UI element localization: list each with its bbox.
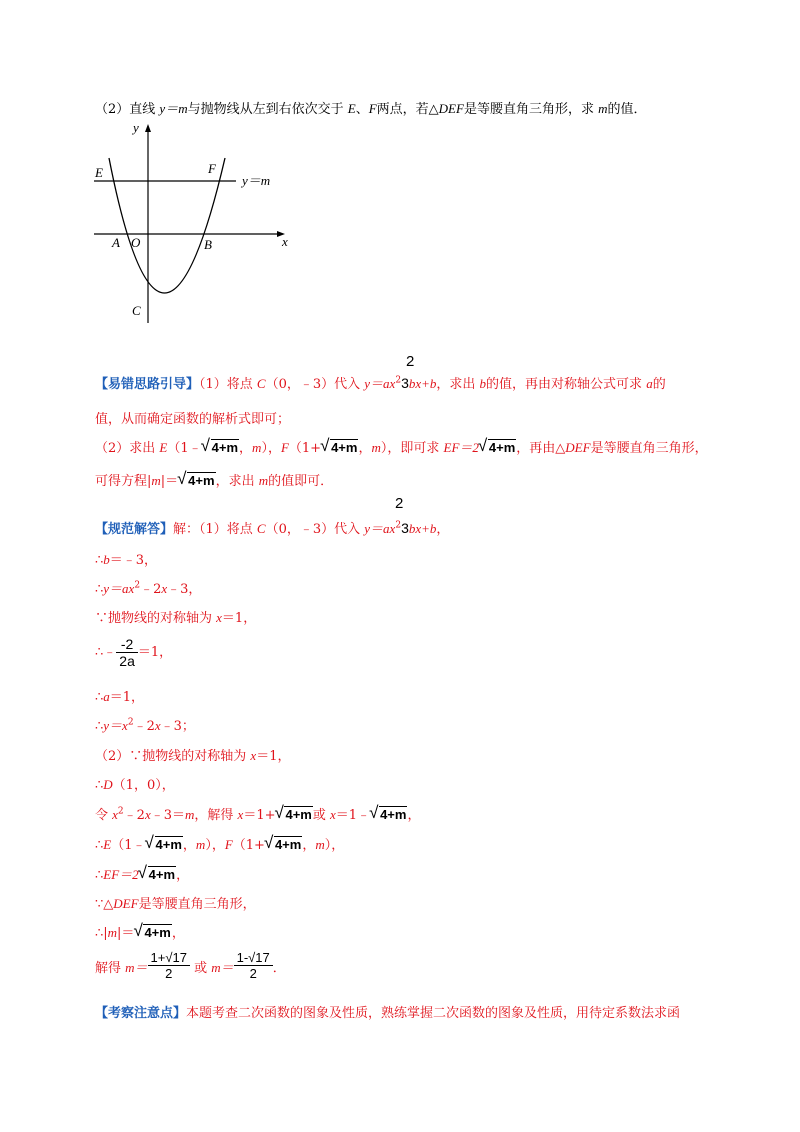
hint-line-2: 值，从而确定函数的解析式即可； (95, 412, 291, 427)
solution-line-13: ∵△DEF是等腰直角三角形， (95, 896, 256, 912)
label-line: y＝m (242, 173, 271, 188)
label-y: y (133, 120, 139, 135)
solution-line-12: ∴EF＝2√ 4+m， (95, 864, 189, 883)
solution-line-14: ∴|m|＝√ 4+m， (95, 922, 185, 941)
label-F: F (208, 161, 216, 176)
parabola-figure (90, 118, 300, 328)
solution-line-3: $\therefore y=ax^2﹣2x﹣3$， (95, 580, 202, 597)
solution-line-11: ∴E（1﹣√ 4+m，m），F（1+√ 4+m，m）， (95, 834, 344, 853)
document-page: （2）直线 y＝m与抛物线从左到右依次交于 E、F两点，若△DEF是等腰直角三角形，求 m的值． y x E F y＝m A O B C 2 【易错思路引导】（1）将点 C（0，﹣3）代入 $y=ax^23bx+b$，求出 b的值，再由对称轴公式可求 a的 值，从而确定函数的解析式即可； （2）求出 E（1﹣√ 4+m，m），F（1+√ 4+m，m），即可求 EF＝2√ 4+m，再由△DEF是等腰直角三角形， 可得方程|m|＝√ 4+m，求出 m的值即可． 2 【规范解答】解：（1）将点 C（0，﹣3）代入 $y=ax^23bx+b$， ∴b＝﹣3， $\therefore y=ax^2﹣2x﹣3$， ∵抛物线的对称轴为 x＝1， ∴﹣ $\frac{-2}{2a}$ ＝1， ∴a＝1， $\therefore y=x^2﹣2x﹣3$； （2）∵抛物线的对称轴为 x＝1， ∴D（1，0）， 令 $x^2﹣2x﹣3=m$，解得 x＝1+√ 4+m或 x＝1﹣√ 4+m， ∴E（1﹣√ 4+m，m），F（1+√ 4+m，m）， ∴EF＝2√ 4+m， ∵△DEF是等腰直角三角形， ∴|m|＝√ 4+m， 解得 m＝ $\frac{1+√17}{2}$ 或 m＝ $\frac{1-√17}{2}$ ． 【考察注意点】本题考查二次函数的图象及性质，熟练掌握二次函数的图象及性质，用待定系数法求函 (0, 0, 800, 1132)
solution-line-10: 令 $x^2﹣2x﹣3=m$，解得 x＝1+√ 4+m或 x＝1﹣√ 4+m， (95, 804, 420, 823)
question-text: （2）直线 y＝m与抛物线从左到右依次交于 E、F两点，若△DEF是等腰直角三角形，求 m的值． (95, 101, 647, 117)
solution-line-1: 【规范解答】解：（1）将点 C（0，﹣3）代入 $y=ax^23bx+b$， (95, 520, 450, 537)
label-x: x (282, 234, 288, 249)
label-E: E (95, 165, 103, 180)
hint-line-1: 【易错思路引导】（1）将点 C（0，﹣3）代入 $y=ax^23bx+b$，求出 b的值，再由对称轴公式可求 a的 (95, 375, 666, 392)
solution-line-7: $\therefore y=x^2﹣2x﹣3$； (95, 717, 195, 734)
label-O: O (131, 235, 141, 250)
solution-line-4: ∵抛物线的对称轴为 x＝1， (95, 610, 257, 626)
hint-line-4: 可得方程|m|＝√ 4+m，求出 m的值即可． (95, 470, 333, 489)
label-C: C (132, 303, 141, 318)
label-B: B (204, 237, 212, 252)
solution-line-15: 解得 m＝ $\frac{1+√17}{2}$ 或 m＝ $\frac{1-√17}{2}$ ． (95, 950, 286, 981)
solution-line-8: （2）∵抛物线的对称轴为 x＝1， (95, 748, 291, 764)
solution-line-6: ∴a＝1， (95, 689, 145, 705)
solution-line-9: ∴D（1，0）， (95, 777, 175, 793)
note-line: 【考察注意点】本题考查二次函数的图象及性质，熟练掌握二次函数的图象及性质，用待定系数法求函 (95, 1006, 681, 1021)
solution-line-2: ∴b＝﹣3， (95, 552, 158, 568)
y-axis-arrow (145, 124, 151, 132)
parabola-curve (109, 158, 225, 293)
label-A: A (112, 235, 120, 250)
solution-line-5: ∴﹣ $\frac{-2}{2a}$ ＝1， (95, 636, 173, 669)
hint-line-3: （2）求出 E（1﹣√ 4+m，m），F（1+√ 4+m，m），即可求 EF＝2√ 4+m，再由△DEF是等腰直角三角形， (95, 437, 708, 456)
